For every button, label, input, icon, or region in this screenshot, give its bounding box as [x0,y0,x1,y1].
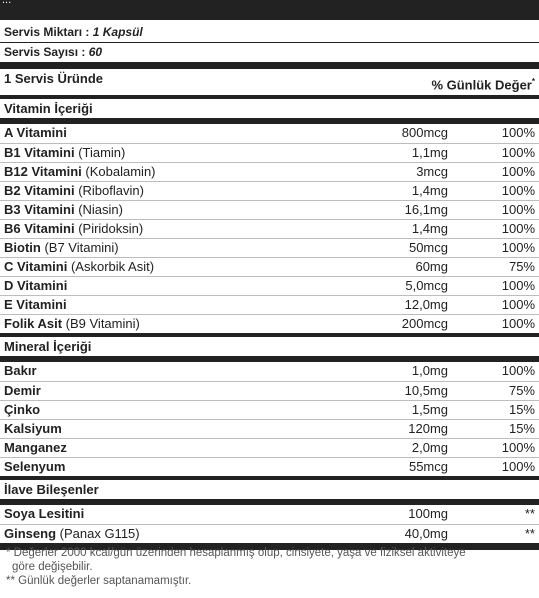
ingredient-daily-value: 100% [501,278,535,293]
ingredient-alt-name: (Niasin) [78,202,123,217]
table-row [0,162,539,181]
serving-count [0,43,539,62]
per-serving-label: 1 Servis Üründe [4,71,103,86]
ingredient-main-name: Ginseng [4,526,57,541]
ingredient-alt-name: (Panax G115) [59,526,140,541]
ingredient-daily-value: 100% [501,240,535,255]
divider [0,62,539,69]
ingredient-main-name: E Vitamini [4,297,67,312]
divider [0,13,539,20]
table-header [0,69,539,95]
ingredient-amount: 200mcg [401,316,448,331]
ingredient-main-name: Demir [4,383,41,398]
table-row [0,238,539,257]
ingredient-alt-name: (Riboflavin) [78,183,144,198]
ingredient-daily-value: 75% [508,383,535,398]
serving-size-value: 1 Kapsül [92,25,143,39]
ingredient-amount: 5,0mcg [405,278,448,293]
ingredient-name [4,420,62,438]
footnote-1-cont: göre değişebilir. [12,561,93,573]
table-row [0,143,539,162]
ingredient-amount: 1,5mg [411,402,448,417]
ingredient-main-name: A Vitamini [4,125,67,140]
ingredient-name [4,296,67,314]
vitamin-section-title: Vitamin İçeriği [4,101,93,116]
ingredient-amount: 16,1mg [404,202,448,217]
table-row [0,505,539,524]
ingredient-amount: 800mcg [401,125,448,140]
ingredient-name [4,124,67,142]
ingredient-alt-name: (Piridoksin) [78,221,144,236]
serving-size-label: Servis Miktarı : [4,25,90,39]
ingredient-main-name: Bakır [4,363,37,378]
ingredient-main-name: B6 Vitamini [4,221,75,236]
ingredient-name [4,163,156,181]
serving-count-value: 60 [88,45,103,59]
ingredient-main-name: Çinko [4,402,41,417]
mineral-list [0,362,539,476]
ingredient-daily-value: 100% [501,125,535,140]
ingredient-amount: 2,0mg [411,440,448,455]
table-row [0,400,539,419]
ingredient-amount: 1,4mg [411,183,448,198]
vitamin-list [0,124,539,333]
table-row [0,362,539,381]
table-row [0,276,539,295]
extras-list [0,505,539,543]
ingredient-daily-value: 75% [508,259,535,274]
ingredient-name [4,220,143,238]
ingredient-main-name: Folik Asit [4,316,63,331]
ingredient-main-name: B3 Vitamini [4,202,75,217]
ingredient-main-name: Kalsiyum [4,421,62,436]
table-row [0,181,539,200]
ingredient-amount: 1,1mg [411,145,448,160]
ingredient-main-name: B12 Vitamini [4,164,82,179]
ingredient-main-name: Selenyum [4,459,66,474]
ingredient-main-name: B1 Vitamini [4,145,75,160]
ingredient-name [4,144,125,162]
ingredient-name [4,525,140,543]
ingredient-amount: 55mcg [408,459,448,474]
ingredient-daily-value: 100% [501,297,535,312]
ingredient-daily-value: 100% [501,221,535,236]
ingredient-name [4,362,37,380]
table-row [0,314,539,333]
daily-value-label: % Günlük Değer* [431,77,535,93]
ingredient-name [4,277,67,295]
ingredient-daily-value: 100% [501,440,535,455]
ingredient-daily-value: 100% [501,363,535,378]
ingredient-alt-name: (B7 Vitamini) [44,240,119,255]
ingredient-daily-value: 100% [501,459,535,474]
ingredient-amount: 40,0mg [404,526,448,541]
table-row [0,419,539,438]
footnotes [0,546,539,588]
top-fragment: ... [2,0,12,6]
ingredient-daily-value: ** [524,526,535,541]
ingredient-daily-value: 100% [501,183,535,198]
ingredient-amount: 1,0mg [411,363,448,378]
table-row [0,257,539,276]
ingredient-main-name: D Vitamini [4,278,68,293]
ingredient-daily-value: ** [524,506,535,521]
table-row [0,200,539,219]
serving-size [0,23,539,42]
ingredient-name [4,439,67,457]
ingredient-name [4,505,84,523]
table-row [0,438,539,457]
table-row [0,295,539,314]
serving-count-label: Servis Sayısı : [4,45,86,59]
ingredient-name [4,239,119,257]
ingredient-daily-value: 100% [501,202,535,217]
table-row [0,219,539,238]
ingredient-main-name: Manganez [4,440,67,455]
ingredient-name [4,401,40,419]
ingredient-daily-value: 100% [501,164,535,179]
ingredient-alt-name: (Kobalamin) [85,164,156,179]
top-bar [0,0,539,13]
ingredient-amount: 120mg [408,421,448,436]
ingredient-amount: 10,5mg [404,383,448,398]
ingredient-alt-name: (Tiamin) [78,145,126,160]
ingredient-name [4,315,140,333]
nutrition-panel [0,13,539,550]
ingredient-main-name: Soya Lesitini [4,506,85,521]
ingredient-amount: 100mg [408,506,448,521]
table-row [0,124,539,143]
ingredient-name [4,382,41,400]
ingredient-alt-name: (B9 Vitamini) [65,316,140,331]
ingredient-amount: 12,0mg [404,297,448,312]
mineral-section-title: Mineral İçeriği [4,339,92,354]
ingredient-main-name: B2 Vitamini [4,183,75,198]
ingredient-name [4,201,123,219]
ingredient-alt-name: (Askorbik Asit) [70,259,155,274]
table-row [0,457,539,476]
ingredient-name [4,258,154,276]
ingredient-daily-value: 15% [508,421,535,436]
ingredient-name [4,458,65,476]
footnote-1: * Değerler 2000 kcal/gün üzerinden hesaplanmış olup, cinsiyete, yaşa ve fiziksel aktiviteye [6,547,466,559]
table-row [0,524,539,543]
extras-section-title: İlave Bileşenler [4,482,99,497]
ingredient-daily-value: 15% [508,402,535,417]
ingredient-amount: 3mcg [416,164,448,179]
ingredient-daily-value: 100% [501,316,535,331]
ingredient-amount: 1,4mg [411,221,448,236]
ingredient-main-name: Biotin [4,240,41,255]
ingredient-amount: 60mg [415,259,448,274]
ingredient-amount: 50mcg [408,240,448,255]
table-row [0,381,539,400]
ingredient-name [4,182,144,200]
footnote-2: ** Günlük değerler saptanamamıştır. [6,575,192,587]
ingredient-main-name: C Vitamini [4,259,68,274]
ingredient-daily-value: 100% [501,145,535,160]
